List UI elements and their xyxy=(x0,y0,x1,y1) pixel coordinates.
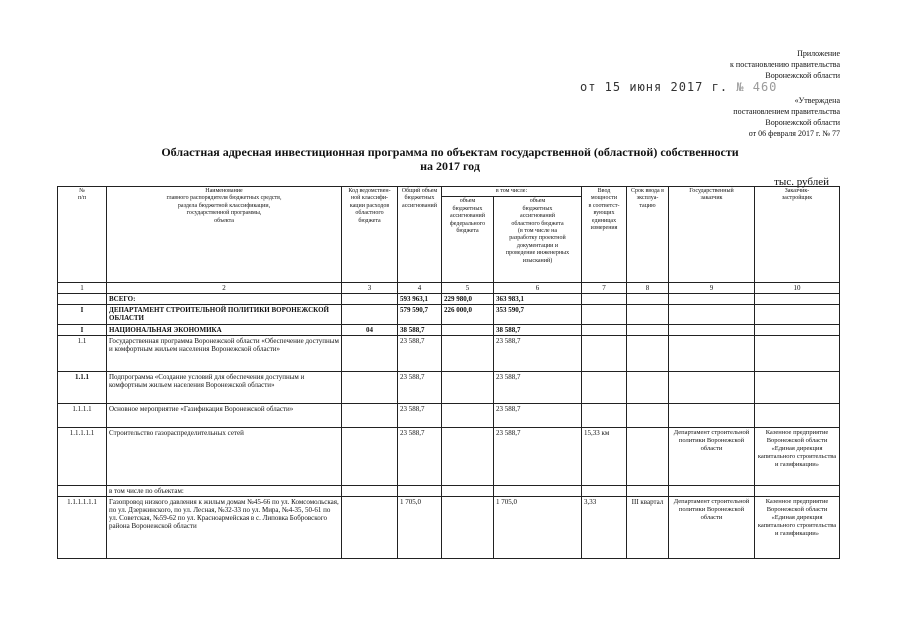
cell-regional xyxy=(494,486,582,497)
cell-customer xyxy=(669,404,755,428)
col-header-name: Наименование главного распорядителя бюджетных средств, раздела бюджетной классификации, государственной программы, объекта xyxy=(107,187,342,283)
cell-capacity xyxy=(582,325,627,336)
col-header-total: Общий объем бюджетных ассигнований xyxy=(398,187,442,283)
table-row xyxy=(58,404,840,428)
cell-code xyxy=(342,497,398,559)
cell-regional: 353 590,7 xyxy=(494,305,582,325)
approval-line: от 06 февраля 2017 г. № 77 xyxy=(748,129,840,138)
decree-date-text: от 15 июня 2017 г. xyxy=(580,80,729,94)
cell-name: Основное мероприятие «Газификация Воронежской области» xyxy=(107,404,342,428)
cell-regional: 23 588,7 xyxy=(494,336,582,372)
appendix-line: к постановлению правительства xyxy=(730,60,840,69)
cell-code xyxy=(342,486,398,497)
cell-capacity: 15,33 км xyxy=(582,428,627,486)
approval-block xyxy=(733,95,840,139)
cell-federal xyxy=(442,372,494,404)
col-number: 2 xyxy=(107,283,342,294)
cell-customer xyxy=(669,294,755,305)
cell-term xyxy=(627,372,669,404)
col-number: 3 xyxy=(342,283,398,294)
cell-num xyxy=(58,294,107,305)
cell-regional: 23 588,7 xyxy=(494,428,582,486)
cell-federal xyxy=(442,325,494,336)
cell-num: 1.1 xyxy=(58,336,107,372)
cell-developer: Казенное предприятие Воронежской области «Единая дирекция капитального строительства и газификации» xyxy=(755,428,840,486)
cell-capacity xyxy=(582,486,627,497)
cell-term xyxy=(627,486,669,497)
col-header-regional: объем бюджетных ассигнований областного бюджета (в том числе на разработку проектной документации и проведение инженерных изысканий) xyxy=(494,197,582,283)
cell-regional: 363 983,1 xyxy=(494,294,582,305)
appendix-line: Воронежской области xyxy=(765,71,840,80)
col-header-num: № п/п xyxy=(58,187,107,283)
cell-total: 23 588,7 xyxy=(398,336,442,372)
cell-total: 23 588,7 xyxy=(398,428,442,486)
cell-num: I xyxy=(58,305,107,325)
approval-line: Воронежской области xyxy=(765,118,840,127)
table-row xyxy=(58,305,840,325)
cell-federal xyxy=(442,428,494,486)
cell-customer xyxy=(669,372,755,404)
cell-federal: 226 000,0 xyxy=(442,305,494,325)
approval-line: «Утверждена xyxy=(794,96,840,105)
cell-total: 38 588,7 xyxy=(398,325,442,336)
cell-customer: Департамент строительной политики Воронежской области xyxy=(669,428,755,486)
appendix-block xyxy=(730,48,840,81)
cell-regional: 23 588,7 xyxy=(494,372,582,404)
cell-total: 23 588,7 xyxy=(398,404,442,428)
cell-developer xyxy=(755,294,840,305)
cell-federal: 229 980,0 xyxy=(442,294,494,305)
cell-code xyxy=(342,404,398,428)
cell-federal xyxy=(442,336,494,372)
cell-term xyxy=(627,325,669,336)
cell-developer xyxy=(755,404,840,428)
decree-number-stamp: № 460 xyxy=(736,80,778,94)
cell-name: Строительство газораспределительных сетей xyxy=(107,428,342,486)
cell-term xyxy=(627,404,669,428)
cell-customer xyxy=(669,325,755,336)
cell-customer: Департамент строительной политики Воронежской области xyxy=(669,497,755,559)
cell-developer xyxy=(755,325,840,336)
cell-num: 1.1.1 xyxy=(58,372,107,404)
cell-developer xyxy=(755,336,840,372)
col-number: 9 xyxy=(669,283,755,294)
cell-term xyxy=(627,294,669,305)
col-header-customer: Государственный заказчик xyxy=(669,187,755,283)
table-row xyxy=(58,372,840,404)
cell-developer xyxy=(755,372,840,404)
cell-code: 04 xyxy=(342,325,398,336)
cell-capacity xyxy=(582,404,627,428)
cell-capacity xyxy=(582,294,627,305)
cell-regional: 1 705,0 xyxy=(494,497,582,559)
cell-num xyxy=(58,486,107,497)
cell-name: Государственная программа Воронежской области «Обеспечение доступным и комфортным жильем населения Воронежской области» xyxy=(107,336,342,372)
table-row xyxy=(58,497,840,559)
cell-num: 1.1.1.1.1.1 xyxy=(58,497,107,559)
col-header-federal: объем бюджетных ассигнований федерального бюджета xyxy=(442,197,494,283)
cell-code xyxy=(342,372,398,404)
table-row xyxy=(58,428,840,486)
col-header-code: Код ведомствен- ной классифи- кации расходов областного бюджета xyxy=(342,187,398,283)
cell-code xyxy=(342,294,398,305)
cell-customer xyxy=(669,305,755,325)
cell-developer: Казенное предприятие Воронежской области «Единая дирекция капитального строительства и газификации» xyxy=(755,497,840,559)
cell-name: НАЦИОНАЛЬНАЯ ЭКОНОМИКА xyxy=(107,325,342,336)
cell-num: 1.1.1.1.1 xyxy=(58,428,107,486)
cell-developer xyxy=(755,486,840,497)
col-number: 1 xyxy=(58,283,107,294)
cell-total: 593 963,1 xyxy=(398,294,442,305)
cell-capacity xyxy=(582,336,627,372)
cell-federal xyxy=(442,497,494,559)
table-row xyxy=(58,294,840,305)
approval-line: постановлением правительства xyxy=(733,107,840,116)
cell-capacity xyxy=(582,305,627,325)
cell-name: Газопровод низкого давления к жилым домам №45-66 по ул. Комсомольская, по ул. Дзержинского, по ул. Лесная, №32-33 по ул. Мира, №4-35, 50-61 по ул. Советская, №59-62 по ул. Красноармейская в с. Липовка Бобровского района Воронежской области xyxy=(107,497,342,559)
title-line: Областная адресная инвестиционная программа по объектам государственной (областной) собственности xyxy=(161,145,739,159)
appendix-line: Приложение xyxy=(797,49,840,58)
cell-num: I xyxy=(58,325,107,336)
cell-name: ДЕПАРТАМЕНТ СТРОИТЕЛЬНОЙ ПОЛИТИКИ ВОРОНЕЖСКОЙ ОБЛАСТИ xyxy=(107,305,342,325)
cell-regional: 23 588,7 xyxy=(494,404,582,428)
column-number-row xyxy=(58,283,840,294)
col-number: 7 xyxy=(582,283,627,294)
col-header-developer: Заказчик- застройщик xyxy=(755,187,840,283)
cell-num: 1.1.1.1 xyxy=(58,404,107,428)
col-number: 6 xyxy=(494,283,582,294)
cell-term xyxy=(627,336,669,372)
cell-total: 23 588,7 xyxy=(398,372,442,404)
cell-term: III квартал xyxy=(627,497,669,559)
title-line: на 2017 год xyxy=(420,159,480,173)
cell-federal xyxy=(442,486,494,497)
col-number: 4 xyxy=(398,283,442,294)
col-number: 5 xyxy=(442,283,494,294)
cell-code xyxy=(342,305,398,325)
table-row xyxy=(58,336,840,372)
cell-capacity: 3,33 xyxy=(582,497,627,559)
cell-code xyxy=(342,428,398,486)
investment-table xyxy=(57,186,840,559)
cell-term xyxy=(627,428,669,486)
cell-developer xyxy=(755,305,840,325)
cell-total: 1 705,0 xyxy=(398,497,442,559)
cell-total xyxy=(398,486,442,497)
col-number: 10 xyxy=(755,283,840,294)
cell-customer xyxy=(669,486,755,497)
table-row xyxy=(58,486,840,497)
col-header-term: Срок ввода в эксплуа- тацию xyxy=(627,187,669,283)
cell-federal xyxy=(442,404,494,428)
cell-customer xyxy=(669,336,755,372)
cell-code xyxy=(342,336,398,372)
col-header-capacity: Ввод мощности в соответст- вующих единицах измерения xyxy=(582,187,627,283)
col-header-incl: в том числе: xyxy=(442,187,582,197)
cell-regional: 38 588,7 xyxy=(494,325,582,336)
cell-total: 579 590,7 xyxy=(398,305,442,325)
decree-date xyxy=(580,80,777,94)
cell-name: в том числе по объектам: xyxy=(107,486,342,497)
units-label: тыс. рублей xyxy=(774,176,829,188)
cell-name: Подпрограмма «Создание условий для обеспечения доступным и комфортным жильем населения Воронежской области» xyxy=(107,372,342,404)
cell-capacity xyxy=(582,372,627,404)
cell-name: ВСЕГО: xyxy=(107,294,342,305)
document-title xyxy=(120,145,780,173)
cell-term xyxy=(627,305,669,325)
table-row xyxy=(58,325,840,336)
col-number: 8 xyxy=(627,283,669,294)
